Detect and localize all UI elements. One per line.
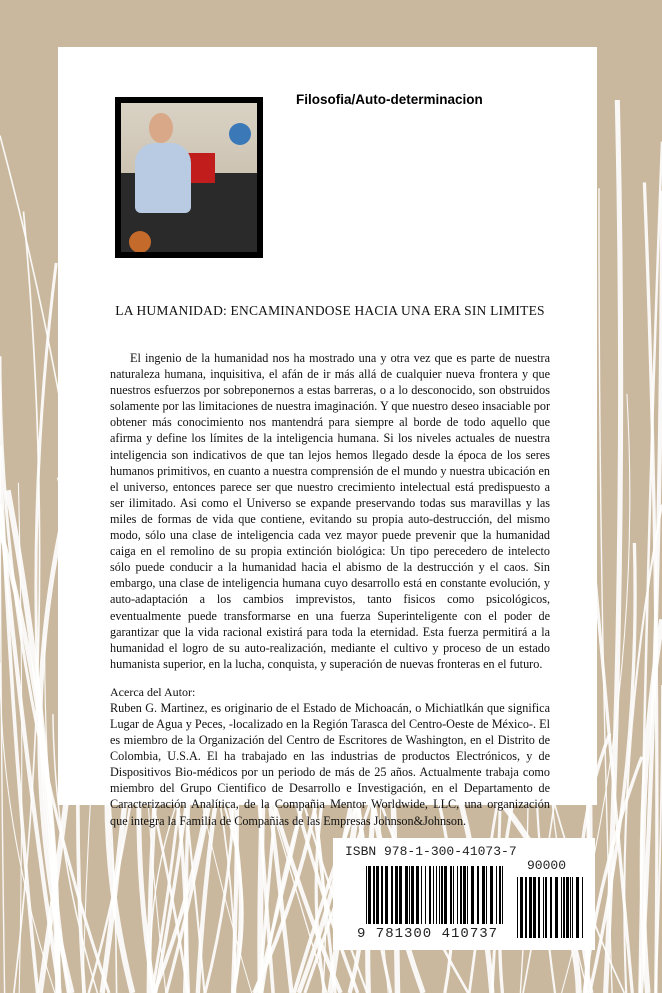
barcode-bar [520, 877, 523, 938]
barcode-bar [482, 866, 485, 924]
synopsis-text: El ingenio de la humanidad nos ha mostrado una y otra vez que es parte de nuestra naturaleza humana, inquisitiva, el afán de ir más allá de cualquier nueva frontera y que nuestros esfuerzos por sobreponernos a estas barreras, o a lo desconocido, son obstruidos solamente por las limitaciones de nuestra imaginación. Y que nuestro deseo insaciable por obtener más conocimiento nos mantendrá para siempre al borde de todo aquello que afirma y define los límites de la inteligencia humana. Si los niveles actuales de nuestra inteligencia son indicativos de que tan lejos hemos llegado desde la época de los seres humanos primitivos, en cuanto a nuestra comprensión de el mundo y nuestra ubicación en el universo, entonces parece ser que nuestro crecimiento intelectual está predispuesto a ser ilimitado. Asi como el Universo se expande preservando todas sus maravillas y las miles de formas de vida que contiene, evitando su propia auto-destrucción, del mismo modo, sólo una clase de inteligencia cada vez mayor puede prevenir que la humanidad caiga en el remolino de su propia extinción biológica: Un tipo perecedero de intelecto sólo puede conducir a la humanidad hacia el abismo de la destrucción y el caos. Sin embargo, una clase de inteligencia humana cuyo desarrollo está en constante evolución, y auto-adaptación a los cambios imprevistos, tanto fisicos como psicológicos, eventualmente puede transformarse en una fuerza Superinteligente con el poder de garantizar que la vida racional existirá para toda la eternidad. Esta fuerza permitirá a la humanidad el logro de su auto-realización, mediante el cultivo y proceso de un estado humanista superior, en la lucha, conquista, y superación de nuevas fronteras en el futuro. [110, 351, 550, 671]
barcode-bar [490, 866, 493, 924]
barcode-bar [405, 866, 408, 924]
barcode-bar [463, 866, 466, 924]
barcode-bar [416, 866, 419, 924]
barcode-bar [570, 877, 571, 938]
book-title: LA HUMANIDAD: ENCAMINANDOSE HACIA UNA ERA SIN LIMITES [115, 303, 545, 318]
barcode-bar [421, 866, 422, 924]
barcode-digits: 9 781300 410737 [357, 926, 499, 942]
barcode-bar [450, 866, 452, 924]
barcode-bar [538, 877, 540, 938]
barcode-bar [525, 877, 527, 938]
barcode-bar [457, 866, 458, 924]
barcode-bar [496, 866, 497, 924]
barcode-bar [572, 877, 573, 938]
barcode-bar [555, 877, 558, 938]
category-label: Filosofia/Auto-determinacion [296, 92, 483, 107]
barcode-bar [366, 866, 367, 924]
price-addon-code: 90000 [527, 858, 567, 873]
barcode-bar [453, 866, 454, 924]
barcode-bar [399, 866, 402, 924]
barcode-bar [425, 866, 426, 924]
barcode-bar [529, 877, 532, 938]
barcode-bar [545, 877, 547, 938]
barcode-bar [373, 866, 375, 924]
barcode-bar [460, 866, 462, 924]
about-author-heading: Acerca del Autor: [110, 684, 196, 699]
barcode-bar [436, 866, 437, 924]
barcode-bar [502, 866, 503, 924]
barcode-bar [566, 877, 569, 938]
barcode-bar [376, 866, 379, 924]
barcode-bar [582, 877, 583, 938]
barcode-bar [486, 866, 487, 924]
barcode-bar [477, 866, 479, 924]
barcode-bar [563, 877, 565, 938]
barcode-bar [391, 866, 393, 924]
about-author-text: Ruben G. Martinez, es originario de el Estado de Michoacán, o Michiatlkán que significa Lugar de Agua y Peces, -localizado en la Región Tarasca del Centro-Oeste de México-. El es miembro de la Organización del Centro de Escritores de Washington, en el Distrito de Colombia, U.S.A. El ha trabajado en las industrias de productos Electrónicos, y de Dispositivos Bio-médicos por un periodo de más de 25 años. Actualmente trabaja como miembro del Grupo Cientifico de Desarrollo e Investigación, en el Departamento de Caracterización Analítica, de la Compañia Mentor Worldwide, LLC, una organización que integra la Familia de Compañias de las Empresas Johnson&Johnson. [110, 700, 550, 828]
barcode-bar [441, 866, 443, 924]
barcode-bar [429, 866, 431, 924]
author-photo [115, 97, 263, 258]
barcode-bar [517, 877, 518, 938]
barcode-bar [381, 866, 383, 924]
barcode-bar [576, 877, 579, 938]
isbn-label: ISBN 978-1-300-41073-7 [345, 844, 517, 859]
barcode-bar [499, 866, 501, 924]
barcode-bar [444, 866, 447, 924]
branch [0, 445, 38, 993]
barcode-bar [533, 877, 536, 938]
barcode-bar [395, 866, 398, 924]
barcode-bar [409, 866, 410, 924]
text-column [110, 350, 550, 829]
barcode-bar [550, 877, 552, 938]
barcode-bar [543, 877, 544, 938]
barcode-bar [439, 866, 440, 924]
barcode-bar [411, 866, 414, 924]
barcode-bar [471, 866, 474, 924]
barcode-bar [385, 866, 388, 924]
barcode-bar [467, 866, 468, 924]
barcode-bar [433, 866, 434, 924]
barcode-bar [368, 866, 371, 924]
barcode-bar [561, 877, 562, 938]
isbn-barcode [333, 838, 595, 950]
